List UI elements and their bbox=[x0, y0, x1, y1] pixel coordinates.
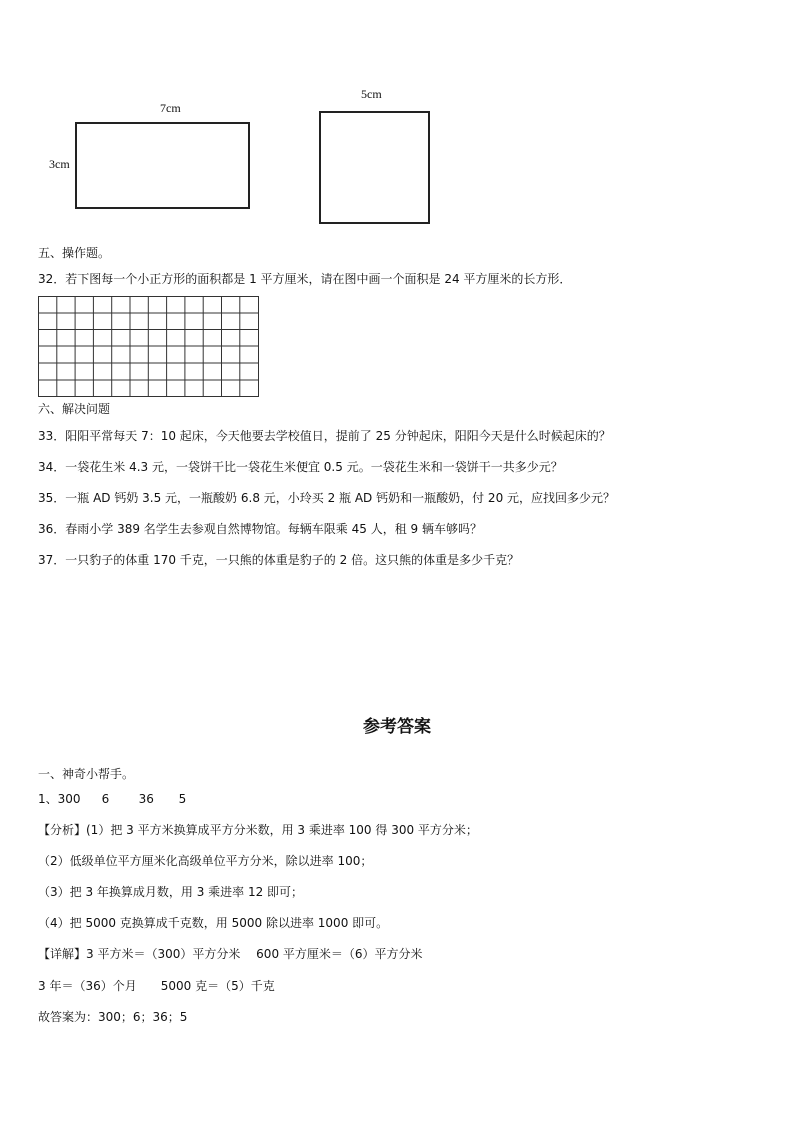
detail-line-2: 3 年＝（36）个月 5000 克＝（5）千克 bbox=[38, 979, 275, 993]
analysis-line-3: （3）把 3 年换算成月数，用 3 乘进率 12 即可； bbox=[38, 885, 304, 899]
rectangle-figure bbox=[75, 122, 250, 209]
square-side-label: 5cm bbox=[361, 87, 382, 101]
rect-width-label: 7cm bbox=[160, 101, 181, 115]
answers-title: 参考答案 bbox=[363, 717, 431, 737]
analysis-line-1: 【分析】(1）把 3 平方米换算成平方分米数，用 3 乘进率 100 得 300 平方分米； bbox=[38, 823, 478, 837]
rect-height-label: 3cm bbox=[49, 157, 70, 171]
square-grid bbox=[38, 296, 260, 398]
question-36: 36．春雨小学 389 名学生去参观自然博物馆。每辆车限乘 45 人，租 9 辆车够吗？ bbox=[38, 522, 482, 536]
analysis-line-2: （2）低级单位平方厘米化高级单位平方分米，除以进率 100； bbox=[38, 854, 373, 868]
analysis-line-4: （4）把 5000 克换算成千克数，用 5000 除以进率 1000 即可。 bbox=[38, 916, 389, 930]
question-34: 34．一袋花生米 4.3 元，一袋饼干比一袋花生米便宜 0.5 元。一袋花生米和一袋饼干一共多少元？ bbox=[38, 460, 563, 474]
question-32: 32．若下图每一个小正方形的面积都是 1 平方厘米，请在图中画一个面积是 24 平方厘米的长方形． bbox=[38, 272, 572, 286]
answers-section-1-heading: 一、神奇小帮手。 bbox=[38, 767, 135, 781]
question-33: 33．阳阳平常每天 7：10 起床，今天他要去学校值日，提前了 25 分钟起床，阳阳今天是什么时候起床的？ bbox=[38, 429, 611, 443]
question-37: 37．一只豹子的体重 170 千克，一只熊的体重是豹子的 2 倍。这只熊的体重是多少千克？ bbox=[38, 553, 520, 567]
answer-1-value: 5 bbox=[178, 792, 187, 806]
square-figure bbox=[319, 111, 430, 224]
section-6-heading: 六、解决问题 bbox=[38, 402, 111, 416]
answer-1-label: 1、 bbox=[38, 792, 58, 806]
answer-1-row bbox=[38, 791, 186, 807]
question-35: 35．一瓶 AD 钙奶 3.5 元，一瓶酸奶 6.8 元，小玲买 2 瓶 AD 钙奶和一瓶酸奶，付 20 元，应找回多少元？ bbox=[38, 491, 616, 505]
answer-1-value: 36 bbox=[138, 792, 154, 806]
answer-1-value: 300 bbox=[57, 792, 81, 806]
answer-1-value: 6 bbox=[101, 792, 110, 806]
section-5-heading: 五、操作题。 bbox=[38, 246, 111, 260]
answer-conclusion: 故答案为：300；6；36；5 bbox=[38, 1010, 188, 1024]
detail-line-1: 【详解】3 平方米＝（300）平方分米 600 平方厘米＝（6）平方分米 bbox=[38, 947, 423, 961]
